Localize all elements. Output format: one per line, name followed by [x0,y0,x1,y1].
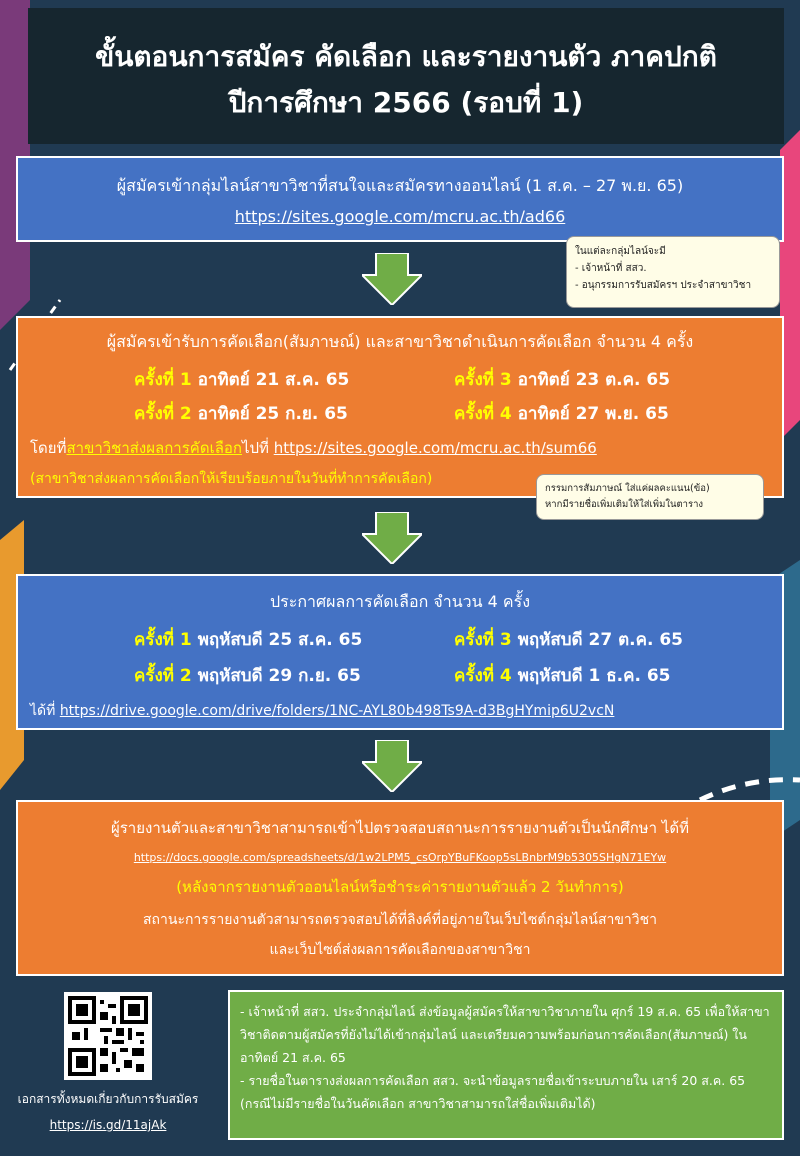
callout1-line3: - อนุกรรมการรับสมัครฯ ประจำสาขาวิชา [575,280,752,291]
round-label: ครั้งที่ 1 [134,630,192,650]
callout2-line1: กรรมการสัมภาษณ์ ใส่แค่ผลคะแนน(ข้อ) [545,483,710,494]
title-line-2: ปีการศึกษา 2566 (รอบที่ 1) [228,86,584,119]
round-date: พฤหัสบดี 27 ต.ค. 65 [517,630,683,650]
down-arrow-icon [362,740,422,792]
round-date: อาทิตย์ 23 ต.ค. 65 [517,370,671,390]
round-date: อาทิตย์ 27 พ.ย. 65 [517,404,669,424]
callout-line-group [566,236,780,308]
at-prefix: ได้ที่ [30,703,60,719]
step4-line1: สถานะการรายงานตัวสามารถตรวจสอบได้ที่ลิงค์ที่อยู่ภายในเว็บไซต์กลุ่มไลน์สาขาวิชา [142,912,658,928]
title-line-1: ขั้นตอนการสมัคร คัดเลือก และรายงานตัว ภาคปกติ [95,40,717,73]
step1-text: ผู้สมัครเข้ากลุ่มไลน์สาขาวิชาที่สนใจและสมัครทางออนไลน์ (1 ส.ค. – 27 พ.ย. 65) [116,176,684,195]
step3-round-3 [454,626,683,653]
step3-box [16,574,784,730]
round-date: พฤหัสบดี 29 ก.ย. 65 [197,666,361,686]
callout1-line2: - เจ้าหน้าที่ สสว. [575,263,647,274]
round-label: ครั้งที่ 1 [134,370,192,390]
round-label: ครั้งที่ 4 [454,666,512,686]
round-label: ครั้งที่ 4 [454,404,512,424]
qr-caption: เอกสารทั้งหมดเกี่ยวกับการรับสมัคร [17,1092,199,1106]
via-link-label[interactable]: สาขาวิชาส่งผลการคัดเลือก [66,439,242,457]
down-arrow-icon [362,512,422,564]
page-title [28,8,784,144]
step4-note: (หลังจากรายงานตัวออนไลน์หรือชำระค่ารายงานตัวแล้ว 2 วันทำการ) [176,878,624,896]
callout-interview [536,474,764,520]
step3-heading: ประกาศผลการคัดเลือก จำนวน 4 ครั้ง [269,592,531,611]
qr-code-icon [68,996,148,1076]
step2-box [16,316,784,498]
round-date: พฤหัสบดี 25 ส.ค. 65 [197,630,363,650]
round-label: ครั้งที่ 2 [134,404,192,424]
step2-round-3 [454,366,670,393]
via-middle: ไปที่ [241,439,274,457]
round-label: ครั้งที่ 3 [454,370,512,390]
round-label: ครั้งที่ 3 [454,630,512,650]
step2-heading: ผู้สมัครเข้ารับการคัดเลือก(สัมภาษณ์) และสาขาวิชาดำเนินการคัดเลือก จำนวน 4 ครั้ง [106,332,694,351]
step4-heading: ผู้รายงานตัวและสาขาวิชาสามารถเข้าไปตรวจสอบสถานะการรายงานตัวเป็นนักศึกษา ได้ที่ [110,819,690,837]
step4-link[interactable]: https://docs.google.com/spreadsheets/d/1w2LPM5_csOrpYBuFKoop5sLBnbrM9b5305SHgN71EYw [133,851,667,864]
down-arrow-icon [362,253,422,305]
step3-round-4 [454,662,671,689]
step4-line2: และเว็บไซต์ส่งผลการคัดเลือกของสาขาวิชา [269,942,531,958]
round-date: อาทิตย์ 21 ส.ค. 65 [197,370,350,390]
round-date: อาทิตย์ 25 ก.ย. 65 [197,404,348,424]
callout2-line2: หากมีรายชื่อเพิ่มเติมให้ใส่เพิ่มในตาราง [545,499,704,510]
step2-link[interactable]: https://sites.google.com/mcru.ac.th/sum66 [273,439,597,457]
notes-box [228,990,784,1140]
step1-link[interactable]: https://sites.google.com/mcru.ac.th/ad66 [234,207,566,226]
round-date: พฤหัสบดี 1 ธ.ค. 65 [517,666,671,686]
note-item-2: - รายชื่อในตารางส่งผลการคัดเลือก สสว. จะนำข้อมูลรายชื่อเข้าระบบภายใน เสาร์ 20 ส.ค. 65 (กรณีไม่มีรายชื่อในวันคัดเลือก สาขาวิชาสามารถใส่ชื่อเพิ่มเติมได้) [240,1073,746,1111]
qr-link[interactable]: https://is.gd/11ajAk [49,1118,167,1132]
via-prefix: โดยที่ [30,439,67,457]
round-label: ครั้งที่ 2 [134,666,192,686]
step3-round-1 [134,626,362,653]
step2-round-1 [134,366,349,393]
step3-at-line [30,700,614,722]
step2-via-line [30,436,597,460]
step3-round-2 [134,662,361,689]
note-item-1: - เจ้าหน้าที่ สสว. ประจำกลุ่มไลน์ ส่งข้อมูลผู้สมัครให้สาขาวิชาภายใน ศุกร์ 19 ส.ค. 65 เพื่อให้สาขาวิชาติดตามผู้สมัครที่ยังไม่ได้เข้ากลุ่มไลน์ และเตรียมความพร้อมก่อนการคัดเลือก(สัมภาษณ์) ใน อาทิตย์ 21 ส.ค. 65 [240,1004,770,1065]
step4-box [16,800,784,976]
dashed-arc [700,780,800,800]
callout1-line1: ในแต่ละกลุ่มไลน์จะมี [575,246,666,257]
step1-box [16,156,784,242]
step2-round-4 [454,400,669,427]
step2-round-2 [134,400,348,427]
step3-link[interactable]: https://drive.google.com/drive/folders/1NC-AYL80b498Ts9A-d3BgHYmip6U2vcN [59,703,615,719]
qr-code[interactable] [64,992,152,1080]
step2-note: (สาขาวิชาส่งผลการคัดเลือกให้เรียบร้อยภายในวันที่ทำการคัดเลือก) [30,471,433,487]
